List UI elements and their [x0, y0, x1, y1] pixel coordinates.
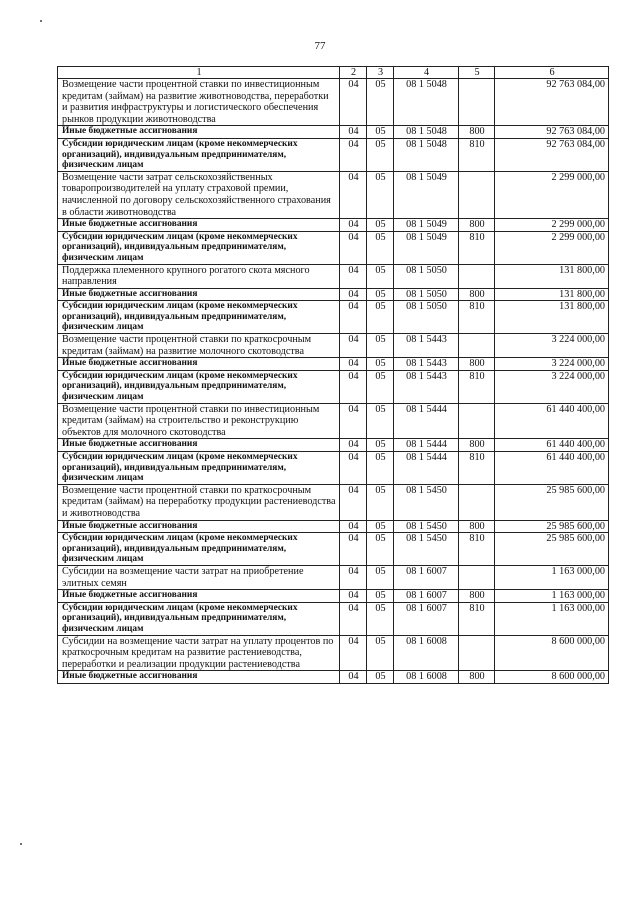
- cell-type: [459, 334, 495, 358]
- table-row: [58, 358, 609, 371]
- table-row: [58, 219, 609, 232]
- budget-table: [57, 66, 609, 684]
- cell-subsection: 05: [367, 171, 394, 218]
- cell-subsection: 05: [367, 403, 394, 439]
- cell-code: 08 1 6007: [394, 590, 459, 603]
- cell-amount: 92 763 084,00: [495, 79, 609, 126]
- header-code: 4: [394, 67, 459, 79]
- header-section: 2: [340, 67, 367, 79]
- page-number: 77: [314, 40, 326, 52]
- cell-subsection: 05: [367, 533, 394, 566]
- cell-code: 08 1 5048: [394, 138, 459, 171]
- cell-code: 08 1 5444: [394, 403, 459, 439]
- cell-code: 08 1 5450: [394, 533, 459, 566]
- cell-subsection: 05: [367, 602, 394, 635]
- cell-name: Иные бюджетные ассигнования: [58, 520, 340, 533]
- cell-section: 04: [340, 590, 367, 603]
- cell-code: 08 1 5049: [394, 231, 459, 264]
- cell-section: 04: [340, 635, 367, 671]
- cell-amount: 131 800,00: [495, 288, 609, 301]
- cell-name: Субсидии на возмещение части затрат на приобретение элитных семян: [58, 565, 340, 589]
- cell-amount: 61 440 400,00: [495, 439, 609, 452]
- cell-section: 04: [340, 602, 367, 635]
- cell-amount: 1 163 000,00: [495, 590, 609, 603]
- cell-name: Иные бюджетные ассигнования: [58, 288, 340, 301]
- cell-subsection: 05: [367, 635, 394, 671]
- cell-section: 04: [340, 334, 367, 358]
- header-amount: 6: [495, 67, 609, 79]
- table-row: [58, 301, 609, 334]
- cell-section: 04: [340, 565, 367, 589]
- cell-subsection: 05: [367, 334, 394, 358]
- cell-name: Возмещение части процентной ставки по инвестиционным кредитам (займам) на развитие животноводства, переработки и развития инфраструктуры и логистического обеспечения рынков продукции животноводства: [58, 79, 340, 126]
- table-row: [58, 138, 609, 171]
- cell-section: 04: [340, 403, 367, 439]
- cell-type: 800: [459, 219, 495, 232]
- cell-subsection: 05: [367, 301, 394, 334]
- table-row: [58, 565, 609, 589]
- cell-amount: 1 163 000,00: [495, 602, 609, 635]
- cell-name: Иные бюджетные ассигнования: [58, 358, 340, 371]
- cell-code: 08 1 6008: [394, 635, 459, 671]
- cell-type: [459, 403, 495, 439]
- table-row: [58, 533, 609, 566]
- cell-type: 810: [459, 301, 495, 334]
- cell-code: 08 1 5443: [394, 358, 459, 371]
- table-row: [58, 126, 609, 139]
- cell-code: 08 1 5049: [394, 219, 459, 232]
- cell-type: 810: [459, 602, 495, 635]
- table-row: [58, 602, 609, 635]
- cell-section: 04: [340, 138, 367, 171]
- cell-section: 04: [340, 301, 367, 334]
- cell-subsection: 05: [367, 520, 394, 533]
- cell-name: Субсидии юридическим лицам (кроме некоммерческих организаций), индивидуальным предпринимателям, физическим лицам: [58, 231, 340, 264]
- table-row: [58, 288, 609, 301]
- cell-code: 08 1 5444: [394, 452, 459, 485]
- scan-speck: [20, 843, 22, 845]
- cell-name: Поддержка племенного крупного рогатого скота мясного направления: [58, 264, 340, 288]
- cell-amount: 3 224 000,00: [495, 358, 609, 371]
- cell-amount: 2 299 000,00: [495, 231, 609, 264]
- cell-amount: 25 985 600,00: [495, 520, 609, 533]
- cell-section: 04: [340, 439, 367, 452]
- table-row: [58, 452, 609, 485]
- cell-code: 08 1 6007: [394, 565, 459, 589]
- cell-subsection: 05: [367, 219, 394, 232]
- table-row: [58, 635, 609, 671]
- header-type: 5: [459, 67, 495, 79]
- scan-speck: [40, 20, 42, 22]
- table-row: [58, 171, 609, 218]
- cell-type: 810: [459, 370, 495, 403]
- cell-name: Возмещение части затрат сельскохозяйственных товаропроизводителей на уплату страховой премии, начисленной по договору сельскохозяйственного страхования в области животноводства: [58, 171, 340, 218]
- cell-amount: 131 800,00: [495, 301, 609, 334]
- cell-subsection: 05: [367, 79, 394, 126]
- cell-type: [459, 79, 495, 126]
- cell-type: 800: [459, 439, 495, 452]
- cell-name: Возмещение части процентной ставки по краткосрочным кредитам (займам) на переработку продукции растениеводства и животноводства: [58, 484, 340, 520]
- cell-code: 08 1 5450: [394, 520, 459, 533]
- cell-amount: 3 224 000,00: [495, 370, 609, 403]
- cell-section: 04: [340, 671, 367, 684]
- table-row: [58, 79, 609, 126]
- cell-type: 810: [459, 533, 495, 566]
- cell-section: 04: [340, 79, 367, 126]
- cell-type: 800: [459, 520, 495, 533]
- cell-amount: 131 800,00: [495, 264, 609, 288]
- cell-amount: 8 600 000,00: [495, 635, 609, 671]
- cell-amount: 25 985 600,00: [495, 533, 609, 566]
- cell-name: Субсидии юридическим лицам (кроме некоммерческих организаций), индивидуальным предпринимателям, физическим лицам: [58, 138, 340, 171]
- cell-name: Иные бюджетные ассигнования: [58, 590, 340, 603]
- cell-section: 04: [340, 358, 367, 371]
- cell-code: 08 1 5050: [394, 288, 459, 301]
- cell-section: 04: [340, 484, 367, 520]
- header-row: [58, 67, 609, 79]
- cell-section: 04: [340, 264, 367, 288]
- cell-type: [459, 484, 495, 520]
- cell-amount: 25 985 600,00: [495, 484, 609, 520]
- cell-type: 810: [459, 452, 495, 485]
- cell-name: Субсидии юридическим лицам (кроме некоммерческих организаций), индивидуальным предпринимателям, физическим лицам: [58, 533, 340, 566]
- cell-name: Возмещение части процентной ставки по инвестиционным кредитам (займам) на строительство и реконструкцию объектов для молочного скотоводства: [58, 403, 340, 439]
- table-row: [58, 334, 609, 358]
- cell-subsection: 05: [367, 138, 394, 171]
- cell-name: Субсидии юридическим лицам (кроме некоммерческих организаций), индивидуальным предпринимателям, физическим лицам: [58, 452, 340, 485]
- cell-amount: 1 163 000,00: [495, 565, 609, 589]
- header-name: 1: [58, 67, 340, 79]
- cell-subsection: 05: [367, 370, 394, 403]
- cell-code: 08 1 6007: [394, 602, 459, 635]
- cell-section: 04: [340, 231, 367, 264]
- table-row: [58, 231, 609, 264]
- cell-subsection: 05: [367, 358, 394, 371]
- table-row: [58, 590, 609, 603]
- cell-type: [459, 565, 495, 589]
- cell-type: [459, 635, 495, 671]
- cell-subsection: 05: [367, 264, 394, 288]
- cell-code: 08 1 5450: [394, 484, 459, 520]
- cell-type: [459, 264, 495, 288]
- cell-amount: 3 224 000,00: [495, 334, 609, 358]
- cell-type: 810: [459, 138, 495, 171]
- cell-amount: 92 763 084,00: [495, 138, 609, 171]
- cell-amount: 8 600 000,00: [495, 671, 609, 684]
- cell-type: 800: [459, 358, 495, 371]
- cell-amount: 2 299 000,00: [495, 219, 609, 232]
- cell-section: 04: [340, 126, 367, 139]
- cell-code: 08 1 5048: [394, 79, 459, 126]
- cell-code: 08 1 5050: [394, 301, 459, 334]
- cell-name: Иные бюджетные ассигнования: [58, 126, 340, 139]
- header-subsection: 3: [367, 67, 394, 79]
- cell-subsection: 05: [367, 590, 394, 603]
- cell-section: 04: [340, 452, 367, 485]
- cell-code: 08 1 5049: [394, 171, 459, 218]
- cell-section: 04: [340, 288, 367, 301]
- cell-code: 08 1 5050: [394, 264, 459, 288]
- cell-type: [459, 171, 495, 218]
- cell-name: Субсидии юридическим лицам (кроме некоммерческих организаций), индивидуальным предпринимателям, физическим лицам: [58, 301, 340, 334]
- cell-subsection: 05: [367, 452, 394, 485]
- table-row: [58, 403, 609, 439]
- cell-name: Иные бюджетные ассигнования: [58, 439, 340, 452]
- cell-type: 800: [459, 671, 495, 684]
- cell-type: 800: [459, 590, 495, 603]
- cell-subsection: 05: [367, 565, 394, 589]
- cell-subsection: 05: [367, 288, 394, 301]
- cell-name: Субсидии юридическим лицам (кроме некоммерческих организаций), индивидуальным предпринимателям, физическим лицам: [58, 370, 340, 403]
- cell-amount: 92 763 084,00: [495, 126, 609, 139]
- cell-code: 08 1 5048: [394, 126, 459, 139]
- cell-name: Субсидии на возмещение части затрат на уплату процентов по краткосрочным кредитам на развитие растениеводства, переработки и реализации продукции растениеводства: [58, 635, 340, 671]
- cell-subsection: 05: [367, 126, 394, 139]
- cell-code: 08 1 5443: [394, 334, 459, 358]
- table-row: [58, 484, 609, 520]
- cell-amount: 61 440 400,00: [495, 452, 609, 485]
- cell-code: 08 1 6008: [394, 671, 459, 684]
- cell-section: 04: [340, 219, 367, 232]
- cell-subsection: 05: [367, 484, 394, 520]
- cell-name: Иные бюджетные ассигнования: [58, 219, 340, 232]
- cell-name: Возмещение части процентной ставки по краткосрочным кредитам (займам) на развитие молочного скотоводства: [58, 334, 340, 358]
- cell-subsection: 05: [367, 231, 394, 264]
- cell-section: 04: [340, 171, 367, 218]
- cell-type: 800: [459, 126, 495, 139]
- cell-type: 800: [459, 288, 495, 301]
- table-row: [58, 520, 609, 533]
- cell-name: Иные бюджетные ассигнования: [58, 671, 340, 684]
- table-row: [58, 671, 609, 684]
- cell-code: 08 1 5444: [394, 439, 459, 452]
- table-row: [58, 264, 609, 288]
- cell-subsection: 05: [367, 439, 394, 452]
- cell-section: 04: [340, 520, 367, 533]
- cell-name: Субсидии юридическим лицам (кроме некоммерческих организаций), индивидуальным предпринимателям, физическим лицам: [58, 602, 340, 635]
- cell-section: 04: [340, 370, 367, 403]
- cell-amount: 2 299 000,00: [495, 171, 609, 218]
- table-row: [58, 439, 609, 452]
- table-row: [58, 370, 609, 403]
- cell-section: 04: [340, 533, 367, 566]
- cell-amount: 61 440 400,00: [495, 403, 609, 439]
- cell-subsection: 05: [367, 671, 394, 684]
- cell-code: 08 1 5443: [394, 370, 459, 403]
- cell-type: 810: [459, 231, 495, 264]
